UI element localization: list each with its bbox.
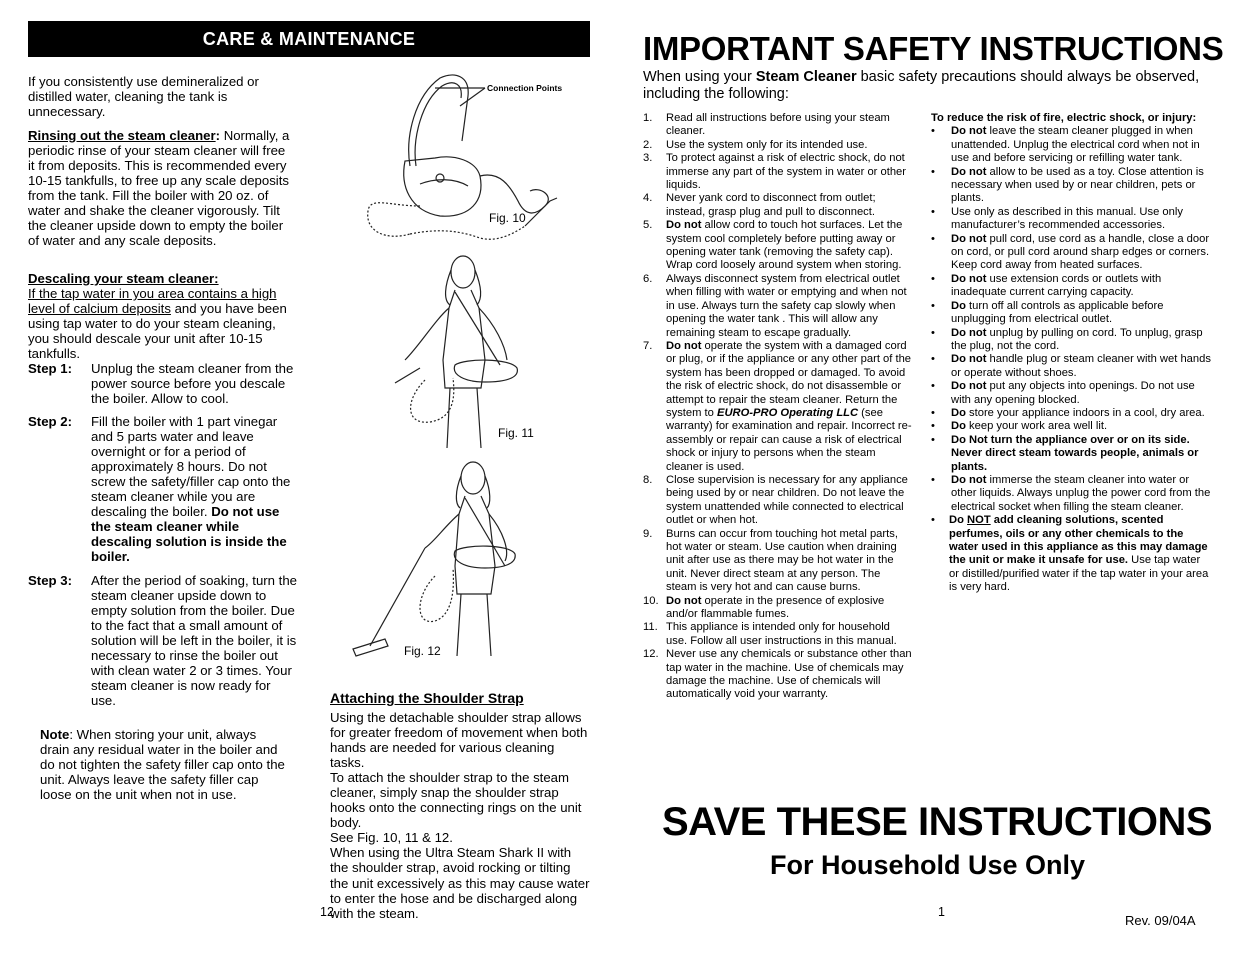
risk-column	[931, 112, 1213, 595]
shoulder-strap-body	[330, 710, 592, 921]
bullet: •	[931, 165, 935, 178]
pointer-line	[460, 88, 485, 106]
item-text: Close supervision is necessary for any appliance being used by or near children. Do not leave the system unattended while connected to electrical outlet or when hot.	[666, 473, 908, 527]
risk-heading: To reduce the risk of fire, electric shock, or injury:	[931, 112, 1197, 124]
bullet: •	[931, 420, 935, 433]
fig-12-label: Fig. 12	[404, 644, 441, 658]
risk-emphasis: Do	[951, 420, 966, 433]
note-paragraph	[40, 727, 285, 802]
risk-item	[931, 474, 1213, 514]
risk-emphasis: Do not	[951, 473, 987, 486]
bullet: •	[931, 125, 935, 138]
bullet: •	[931, 514, 935, 527]
hose	[420, 568, 453, 622]
strap-paragraph: To attach the shoulder strap to the steam cleaner, simply snap the shoulder strap hooks onto the connecting rings on the unit body.	[330, 770, 582, 831]
risk-item	[931, 327, 1213, 354]
risk-item	[931, 434, 1213, 474]
risk-emphasis: Do	[951, 299, 966, 312]
risk-emphasis: Do not	[951, 353, 987, 366]
item-number: 8.	[643, 473, 653, 486]
bullet: •	[931, 205, 935, 218]
risk-item	[931, 420, 1213, 433]
intro-paragraph: If you consistently use demineralized or distilled water, cleaning the tank is unnecessary.	[28, 74, 259, 120]
step-3	[28, 573, 298, 708]
fig-10-label: Fig. 10	[489, 211, 526, 225]
safety-item	[643, 595, 913, 622]
risk-item	[931, 380, 1213, 407]
bullet: •	[931, 353, 935, 366]
item-emphasis: Do not	[666, 219, 702, 232]
item-emphasis: Do not	[666, 594, 702, 607]
risk-emphasis: Do Not turn the appliance over or on its side. Never direct steam towards people, animals or plants.	[951, 433, 1199, 473]
note-text: : When storing your unit, always drain any residual water in the boiler and do not tighten the safety filler cap onto the unit. Always leave the safety filler cap loose on the unit when not in use.	[40, 727, 285, 803]
item-text: Use the system only for its intended use.	[666, 138, 868, 151]
page-number-right: 1	[938, 905, 945, 919]
safety-item	[643, 152, 913, 192]
risk-text: leave the steam cleaner plugged in when unattended. Unplug the electrical cord when not in use and before servicing or refilling water tank.	[951, 125, 1200, 165]
safety-item	[643, 192, 913, 219]
item-number: 9.	[643, 527, 653, 540]
risk-not: NOT	[967, 514, 991, 527]
step-1	[28, 361, 298, 406]
risk-item-last	[931, 514, 1213, 594]
risk-do: Do	[949, 514, 968, 527]
risk-item	[931, 166, 1213, 206]
risk-item	[931, 407, 1213, 420]
item-number: 7.	[643, 339, 653, 352]
risk-item	[931, 206, 1213, 233]
bullet: •	[931, 380, 935, 393]
rinsing-section	[28, 128, 294, 248]
page-title: IMPORTANT SAFETY INSTRUCTIONS	[643, 30, 1224, 67]
steam-cleaner-unit	[404, 75, 549, 216]
safety-item	[643, 273, 913, 340]
item-number: 12.	[643, 648, 659, 661]
page-number-left: 12	[320, 905, 334, 919]
safety-item	[643, 474, 913, 528]
risk-item	[931, 273, 1213, 300]
cleaner-body	[454, 360, 517, 382]
step-label: Step 3:	[28, 573, 72, 588]
safety-item	[643, 340, 913, 474]
bullet: •	[931, 433, 935, 446]
item-text: Never use any chemicals or substance other than tap water in the machine. Use of chemicals may damage the machine. Use of chemicals will automatically void your warranty.	[666, 648, 912, 701]
safety-item	[643, 139, 913, 152]
item-text: Burns can occur from touching hot metal parts, hot water or steam. Use caution when draining unit after use as there may be hot water in the unit. Never direct steam at any person. The steam is very hot and can cause burns.	[666, 527, 898, 594]
risk-text: immerse the steam cleaner into water or other liquids. Always unplug the power cord from the electrical socket when filling the steam cleaner.	[951, 473, 1211, 513]
section-header: CARE & MAINTENANCE	[28, 21, 590, 57]
item-number: 11.	[643, 621, 658, 634]
intro-product: Steam Cleaner	[755, 69, 857, 85]
extension-wand	[370, 548, 425, 646]
connection-points-label: Connection Points	[487, 83, 563, 93]
item-text: Never yank cord to disconnect from outlet; instead, grasp plug and pull to disconnect.	[666, 192, 876, 218]
risk-text: allow to be used as a toy. Close attention is necessary when used by or near children, pets or plants.	[951, 165, 1204, 205]
bullet: •	[931, 473, 935, 486]
item-text: Read all instructions before using your steam cleaner.	[666, 112, 890, 138]
item-text-tail: (see warranty) for examination and repair. Incorrect re-assembly or repair can cause a risk of electrical shock or injury to persons when the steam cleaner is used.	[666, 406, 912, 473]
item-text: operate in the presence of explosive and/or flammable fumes.	[666, 594, 885, 621]
safety-item	[643, 112, 913, 139]
risk-emphasis: Do	[951, 406, 966, 419]
step-label: Step 2:	[28, 414, 72, 429]
revision-label: Rev. 09/04A	[1125, 913, 1196, 928]
strap-paragraph: When using the Ultra Steam Shark II with the shoulder strap, avoid rocking or tilting the unit excessively as this may cause water to enter the hose and be discharged along with the steam.	[330, 845, 590, 921]
step-2	[28, 414, 298, 564]
item-text: operate the system with a damaged cord or plug, or if the appliance or any other part of the system has been dropped or damaged. To avoid the risk of electric shock, do not disassemble or attempt to repair the steam cleaner. Return the system to	[666, 339, 912, 419]
woman-figure	[425, 462, 507, 656]
item-number: 10.	[643, 594, 659, 607]
risk-bold-rest: add cleaning solutions, scented perfumes, oils or any other chemicals to the water used in this appliance as this may damage the unit or make it unsafe for use.	[949, 514, 1208, 567]
risk-emphasis: Do not	[951, 125, 987, 138]
company-name: EURO-PRO Operating LLC	[716, 406, 859, 419]
risk-emphasis: Do not	[951, 165, 987, 178]
risk-text: unplug by pulling on cord. To unplug, grasp the plug, not the cord.	[951, 326, 1203, 352]
intro-post: basic safety precautions should always be observed, including the following:	[643, 69, 1200, 102]
hose	[368, 198, 557, 239]
bullet: •	[931, 232, 935, 245]
risk-text: Use only as described in this manual. Use only manufacturer’s recommended accessories.	[951, 205, 1183, 232]
item-number: 6.	[643, 272, 653, 285]
step-warning: Do not use the steam cleaner while descaling solution is inside the boiler.	[91, 504, 287, 565]
figure-10-steam-cleaner	[350, 66, 575, 251]
risk-text: use extension cords or outlets with inadequate current carrying capacity.	[951, 272, 1162, 299]
save-instructions-heading: SAVE THESE INSTRUCTIONS	[662, 800, 1213, 844]
shoulder-strap-heading: Attaching the Shoulder Strap	[330, 690, 524, 706]
rinsing-heading-colon: :	[215, 128, 221, 143]
floor-brush	[353, 639, 388, 656]
bullet: •	[931, 299, 935, 312]
note-label: Note	[40, 727, 70, 742]
bullet: •	[931, 272, 935, 285]
intro-pre: When using your	[643, 69, 756, 85]
risk-tail: Use tap water or distilled/purified water if the tap water in your area is very hard.	[949, 554, 1209, 594]
risk-item	[931, 353, 1213, 380]
risk-text: put any objects into openings. Do not use with any opening blocked.	[951, 380, 1195, 406]
risk-item	[931, 233, 1213, 273]
hose	[411, 378, 454, 422]
safety-item	[643, 621, 913, 648]
descaling-rest: and you have been using tap water to do your steam cleaning, you should descale your unit after 10-15 tankfulls.	[28, 301, 287, 362]
item-text: Always disconnect system from electrical outlet when filling with water or emptying and when not in use. Always turn the safety cap slowly when opening the water tank . This will allow any remaining steam to escape gradually.	[666, 272, 907, 339]
risk-emphasis: Do not	[951, 380, 987, 393]
household-use-heading: For Household Use Only	[770, 850, 1086, 880]
rinsing-heading: Rinsing out the steam cleaner	[28, 128, 216, 143]
strap-paragraph: Using the detachable shoulder strap allows for greater freedom of movement when both hands are needed for various cleaning tasks.	[330, 710, 588, 771]
fig-11-label: Fig. 11	[498, 426, 534, 440]
item-text: allow cord to touch hot surfaces. Let the system cool completely before putting away or opening water tank (removing the safety cap). Wrap cord loosely around system when storing.	[666, 219, 903, 272]
risk-emphasis: Do not	[951, 326, 987, 339]
descaling-heading: Descaling your steam cleaner:	[28, 271, 219, 286]
risk-text: handle plug or steam cleaner with wet hands or operate without shoes.	[951, 353, 1211, 379]
risk-text: pull cord, use cord as a handle, close a door on cord, or pull cord around sharp edges or corners. Keep cord away from heated surfaces.	[951, 232, 1210, 272]
safety-intro	[643, 69, 1203, 103]
item-number: 1.	[643, 112, 653, 124]
risk-text: turn off all controls as applicable before unplugging from electrical outlet.	[951, 299, 1164, 326]
shoulder-strap	[465, 498, 505, 566]
risk-item	[931, 125, 1213, 165]
strap-paragraph: See Fig. 10, 11 & 12.	[330, 830, 453, 846]
bullet: •	[931, 326, 935, 339]
item-text: To protect against a risk of electric shock, do not immerse any part of the system in water or other liquids.	[666, 152, 907, 192]
item-number: 2.	[643, 138, 653, 151]
bullet: •	[931, 406, 935, 419]
nozzle	[395, 368, 420, 383]
risk-emphasis: Do not	[951, 272, 987, 285]
risk-text: keep your work area well lit.	[965, 420, 1108, 433]
step-label: Step 1:	[28, 361, 72, 376]
step-text: After the period of soaking, turn the steam cleaner upside down to empty solution from the boiler. Due to the fact that a small amount of solution will be left in the boiler, it is necessary to rinse the boiler out with clean water 2 or 3 times. Your steam cleaner is now ready for use.	[91, 573, 297, 709]
descaling-underlined-lead: If the tap water in you area contains a high level of calcium deposits	[28, 286, 277, 317]
figure-11-woman-with-strap	[385, 250, 555, 450]
safety-list	[643, 112, 913, 702]
risk-text: store your appliance indoors in a cool, dry area.	[965, 406, 1205, 419]
risk-emphasis: Do not	[951, 232, 987, 245]
rinsing-body: Normally, a periodic rinse of your steam cleaner will free it from deposits. This is recommended every 10-15 tankfulls, to free up any scale deposits from the tank. Fill the boiler with 20 oz. of water and shake the cleaner vigorously. Tilt the cleaner upside down to empty the boiler of water and any scale deposits.	[28, 128, 290, 249]
risk-item	[931, 300, 1213, 327]
step-text: Fill the boiler with 1 part vinegar and 5 parts water and leave overnight or for a period of approximately 8 hours. Do not screw the safety/filler cap onto the steam cleaner while you are descaling the boiler.	[91, 414, 291, 520]
item-text: This appliance is intended only for household use. Follow all user instructions in this manual.	[666, 621, 897, 647]
safety-item	[643, 528, 913, 595]
item-emphasis: Do not	[666, 339, 702, 352]
item-number: 3.	[643, 152, 653, 165]
descaling-section	[28, 271, 294, 361]
figure-12-woman-cleaning-floor	[345, 456, 525, 676]
item-number: 5.	[643, 219, 653, 232]
item-number: 4.	[643, 192, 653, 205]
safety-item	[643, 648, 913, 702]
step-text: Unplug the steam cleaner from the power source before you descale the boiler. Allow to cool.	[91, 361, 294, 407]
shoulder-strap	[455, 292, 500, 365]
safety-item	[643, 219, 913, 273]
